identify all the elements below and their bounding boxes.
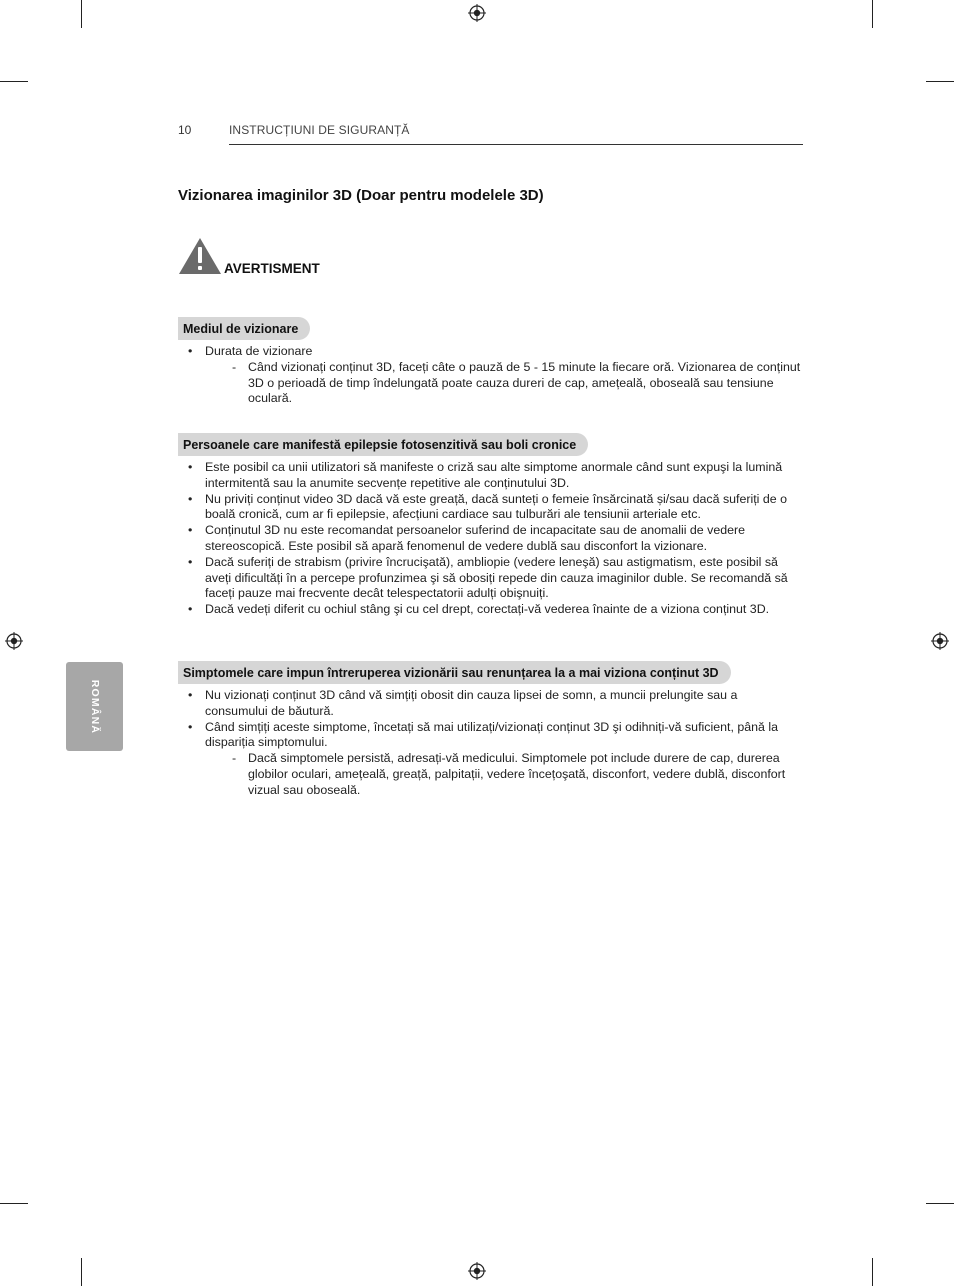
page-number: 10 bbox=[178, 123, 192, 137]
list-item bbox=[178, 720, 803, 799]
crop-mark bbox=[0, 81, 28, 82]
bullet-list bbox=[178, 460, 803, 618]
list-item: • Nu priviți conținut video 3D dacă vă este greață, dacă sunteți o femeie însărcinată și/sau dacă suferiți de o boală cronică, cum ar fi epilepsie, afecțiuni cardiace sau tulburări ale tensiunii arteriale etc. bbox=[178, 492, 803, 524]
warning-triangle-icon bbox=[178, 237, 222, 275]
crop-mark bbox=[926, 81, 954, 82]
crop-mark bbox=[872, 0, 873, 28]
header-divider bbox=[229, 144, 803, 145]
list-item: • Este posibil ca unii utilizatori să manifeste o criză sau alte simptome anormale când sunt expuşi la lumină intermitentă sau la anumite secvențe repetitive ale conținutului 3D. bbox=[178, 460, 803, 492]
list-item-text: Când simțiți aceste simptome, încetați să mai utilizați/vizionați conținut 3D şi odihniți-vă suficient, până la dispariția simptomului. bbox=[205, 719, 778, 750]
crop-mark bbox=[926, 1203, 954, 1204]
subsection-heading: Persoanele care manifestă epilepsie fotosenzitivă sau boli cronice bbox=[178, 433, 588, 456]
list-item: • Dacă vedeți diferit cu ochiul stâng şi cu cel drept, corectați-vă vederea înainte de a viziona conținut 3D. bbox=[178, 602, 803, 618]
language-tab bbox=[66, 662, 123, 751]
bullet-list bbox=[178, 344, 803, 407]
list-item-text: Durata de vizionare bbox=[205, 344, 313, 358]
crop-mark bbox=[81, 1258, 82, 1286]
section-title: Vizionarea imaginilor 3D (Doar pentru modelele 3D) bbox=[178, 187, 544, 204]
crop-mark bbox=[0, 1203, 28, 1204]
sub-list-item: - Dacă simptomele persistă, adresați-vă medicului. Simptomele pot include durere de cap, durerea globilor oculari, amețeală, greață, palpitații, vedere încețoşată, disconfort, vedere dublă, disconfort vizual sau oboseală. bbox=[205, 751, 803, 798]
crop-mark bbox=[872, 1258, 873, 1286]
bullet-list bbox=[178, 688, 803, 799]
crop-mark bbox=[81, 0, 82, 28]
list-item: • Dacă suferiți de strabism (privire încrucişată), ambliopie (vedere leneşă) sau astigmatism, este posibil să aveți dificultăți în a percepe profunzimea şi să obosiți repede din cauza imaginilor duble. Se recomandă să faceți pauze mai frecvente decât telespectatorii adulți obişnuiți. bbox=[178, 555, 803, 602]
warning-block bbox=[178, 237, 478, 277]
page-header-title: INSTRUCȚIUNI DE SIGURANȚĂ bbox=[229, 123, 410, 137]
registration-mark-icon bbox=[5, 632, 23, 650]
subsection-heading: Simptomele care impun întreruperea vizionării sau renunțarea la a mai viziona conținut 3D bbox=[178, 661, 731, 684]
registration-mark-icon bbox=[468, 4, 486, 22]
registration-mark-icon bbox=[931, 632, 949, 650]
list-item bbox=[178, 344, 803, 407]
list-item: • Nu vizionați conținut 3D când vă simțiți obosit din cauza lipsei de somn, a muncii prelungite sau a consumului de băutură. bbox=[178, 688, 803, 720]
registration-mark-icon bbox=[468, 1262, 486, 1280]
subsection-heading: Mediul de vizionare bbox=[178, 317, 310, 340]
language-tab-label: ROMÂNĂ bbox=[88, 679, 101, 734]
warning-label: AVERTISMENT bbox=[224, 261, 320, 276]
sub-list-item: - Când vizionați conținut 3D, faceți câte o pauză de 5 - 15 minute la fiecare oră. Vizionarea de conținut 3D o perioadă de timp îndelungată poate cauza dureri de cap, amețeală, oboseală sau tensiune oculară. bbox=[205, 360, 803, 407]
list-item: • Conținutul 3D nu este recomandat persoanelor suferind de incapacitate sau de anomalii de vedere stereoscopică. Este posibil să apară fenomenul de vedere dublă sau disconfort la vizionare. bbox=[178, 523, 803, 555]
